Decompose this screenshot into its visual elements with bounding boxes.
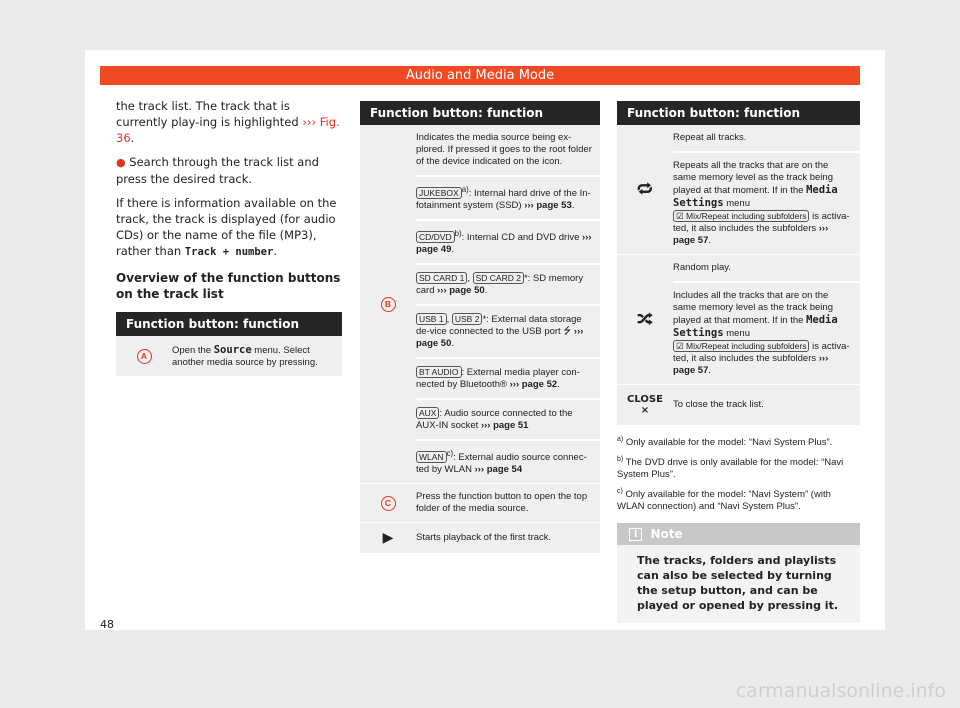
- column-left: [116, 98, 342, 377]
- bt-audio-key: BT AUDIO: [416, 366, 462, 378]
- cddvd-key: CD/DVD: [416, 231, 455, 243]
- page-number: 48: [100, 618, 114, 631]
- usb-icon: ⭍: [563, 326, 572, 338]
- table-header: Function button: function: [116, 312, 342, 336]
- column-middle: [360, 101, 600, 554]
- callout-a-icon: A: [137, 349, 152, 364]
- column-right: [617, 101, 860, 623]
- table-header: Function button: function: [360, 101, 600, 125]
- paragraph-track-list: the track list. The track that is currently play-ing is highlighted ››› Fig. 36.: [116, 99, 340, 145]
- table-header: Function button: function: [617, 101, 860, 125]
- note-box: [617, 523, 860, 623]
- b-intro: Indicates the media source being ex-plored. If pressed it goes to the root folder of the device indicated on the icon.: [416, 125, 600, 177]
- table-row: CLOSE × To close the track list.: [617, 385, 860, 426]
- mix-repeat-key: ☑ Mix/Repeat including subfolders: [673, 210, 809, 222]
- sd2-key: SD CARD 2: [473, 272, 524, 284]
- table-row: ▶ Starts playback of the first track.: [360, 523, 600, 554]
- table-row: 🔁︎ Repeat all tracks. Repeats all the tracks that are on the same memory level as the track being played at that moment. If in the Media Settings menu ☑ Mix/Repeat including subfolders is activa-ted, it also includes the subfolders ››› page 57.: [617, 125, 860, 255]
- note-body: The tracks, folders and playlists can also be selected by turning the setup button, and can be played or opened by pressing it.: [637, 554, 839, 613]
- function-table-left: [116, 312, 342, 377]
- note-title: Note: [650, 527, 683, 542]
- info-icon: i: [629, 528, 642, 541]
- table-row: B Indicates the media source being ex-plored. If pressed it goes to the root folder of the device indicated on the icon. JUKEBOX $^{a)}$: Internal hard drive of the In-fotainment system (SSD) ››› page 53. CD/DVD $^{b)}$: Internal CD and DVD drive ››› page 49. SD CARD 1 , SD CARD 2 *: SD memory card ››› page 50. USB 1 , USB 2 *: External data storage de-vice connected to the USB port ⭍ ››› page 50. BT AUDIO : External media player con-nected by Bluetooth® ››› page 52. AUX : Audio source connected to the AUX-IN socket ››› page 51 WLAN $^{c)}$: External audio source connec-ted by WLAN ››› page 54: [360, 125, 600, 484]
- table-row: A Open the Source menu. Select another media source by pressing.: [116, 336, 342, 377]
- watermark: carmanualsonline.info: [735, 680, 946, 702]
- paragraph-info: If there is information available on the track, the track is displayed (for audio CDs) or the name of the file (MP3), rather than Track + number.: [116, 196, 337, 258]
- table-row: C Press the function button to open the top folder of the media source.: [360, 484, 600, 523]
- page-header-bar: Audio and Media Mode: [100, 66, 860, 85]
- usb2-key: USB 2: [452, 313, 483, 325]
- close-icon: ×: [640, 405, 650, 416]
- aux-key: AUX: [416, 407, 439, 419]
- play-icon: ▶: [382, 530, 394, 547]
- table-row: 🔀︎ Random play. Includes all the tracks that are on the same memory level as the track being played at that moment. If in the Media Settings menu ☑ Mix/Repeat including subfolders is activa-ted, it also includes the subfolders ››› page 57.: [617, 255, 860, 385]
- section-heading: Overview of the function buttons on the track list: [116, 271, 341, 301]
- callout-b-icon: B: [381, 297, 396, 312]
- repeat-icon: 🔁︎: [636, 180, 653, 199]
- mix-repeat-key: ☑ Mix/Repeat including subfolders: [673, 340, 809, 352]
- shuffle-icon: 🔀︎: [636, 310, 653, 329]
- usb1-key: USB 1: [416, 313, 447, 325]
- jukebox-key: JUKEBOX: [416, 187, 462, 199]
- wlan-key: WLAN: [416, 451, 447, 463]
- bullet-item: ● Search through the track list and press the desired track.: [116, 155, 319, 186]
- fig-link[interactable]: ››› Fig. 36: [116, 115, 340, 145]
- sd1-key: SD CARD 1: [416, 272, 467, 284]
- bullet-icon: ●: [116, 156, 126, 169]
- close-label: CLOSE: [627, 394, 663, 405]
- footnotes: $^{a)}$ Only available for the model: “Navi System Plus”. $^{b)}$ The DVD drive is only available for the model: “Navi System Plus”. $^{c)}$ Only available for the model: “Navi System” (with WLAN connection) and “Navi System Plus”.: [617, 436, 844, 513]
- callout-c-icon: C: [381, 496, 396, 511]
